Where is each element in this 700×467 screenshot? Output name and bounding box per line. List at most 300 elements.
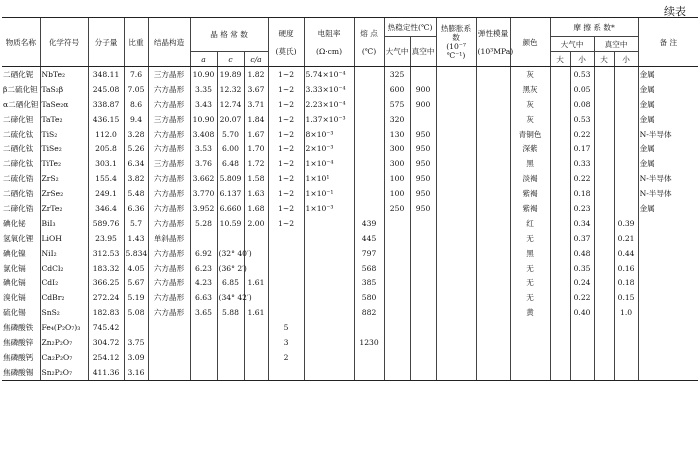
- cell-air: [384, 216, 410, 231]
- cell-a: 3.770: [190, 186, 217, 201]
- cell-ca: [244, 231, 268, 246]
- cell-col: 紫褐: [510, 201, 550, 216]
- cell-rem: [638, 275, 698, 290]
- cell-vac: [410, 246, 436, 261]
- cell-fas: [570, 335, 594, 350]
- cell-fas: [570, 320, 594, 335]
- cell-c: 6.48: [217, 156, 244, 171]
- cell-el: [476, 305, 510, 320]
- cell-cr: 六方晶形: [148, 261, 190, 276]
- cell-res: [304, 231, 354, 246]
- cell-rem: [638, 350, 698, 365]
- cell-name: 焦磷酸锡: [2, 365, 40, 380]
- cell-a: [190, 365, 217, 380]
- header-fr-vac-small: 小: [614, 52, 638, 67]
- cell-air: [384, 350, 410, 365]
- cell-air: [384, 290, 410, 305]
- cell-a: 10.90: [190, 112, 217, 127]
- cell-a: 6.23: [190, 261, 217, 276]
- cell-fvs: [614, 186, 638, 201]
- cell-fvb: [594, 97, 614, 112]
- header-fr-air-big: 大: [550, 52, 570, 67]
- cell-h: 1~2: [268, 97, 304, 112]
- cell-a: 3.662: [190, 171, 217, 186]
- header-mol-weight: 分子量: [88, 18, 124, 67]
- cell-fvs: 1.0: [614, 305, 638, 320]
- cell-ca: 3.67: [244, 82, 268, 97]
- cell-res: [304, 305, 354, 320]
- cell-sg: 4.05: [124, 261, 148, 276]
- cell-sg: 5.19: [124, 290, 148, 305]
- cell-h: 1~2: [268, 156, 304, 171]
- cell-res: 1×10⁻⁴: [304, 156, 354, 171]
- cell-ca: 1.63: [244, 186, 268, 201]
- cell-cr: 六方晶形: [148, 171, 190, 186]
- cell-vac: [410, 67, 436, 82]
- cell-mp: 385: [354, 275, 384, 290]
- cell-sg: 5.26: [124, 141, 148, 156]
- cell-c: 20.07: [217, 112, 244, 127]
- cell-h: 2: [268, 350, 304, 365]
- cell-air: 100: [384, 186, 410, 201]
- cell-formula: TiS₂: [40, 127, 88, 142]
- cell-mw: 182.83: [88, 305, 124, 320]
- cell-vac: 950: [410, 201, 436, 216]
- cell-el: [476, 67, 510, 82]
- cell-fvb: [594, 67, 614, 82]
- cell-fas: [570, 350, 594, 365]
- cell-mp: [354, 82, 384, 97]
- cell-formula: ZrS₂: [40, 171, 88, 186]
- cell-mp: [354, 365, 384, 380]
- cell-sg: 3.82: [124, 171, 148, 186]
- cell-vac: [410, 335, 436, 350]
- cell-mw: 348.11: [88, 67, 124, 82]
- table-row: [2, 141, 698, 156]
- cell-ca: 1.67: [244, 127, 268, 142]
- header-sg: 比重: [124, 18, 148, 67]
- cell-fvb: [594, 350, 614, 365]
- cell-rem: [638, 261, 698, 276]
- cell-rem: N-半导体: [638, 171, 698, 186]
- cell-fvs: [614, 141, 638, 156]
- header-fr-air-small: 小: [570, 52, 594, 67]
- cell-fvb: [594, 216, 614, 231]
- cell-el: [476, 320, 510, 335]
- cell-name: 二硒化钛: [3, 144, 34, 154]
- cell-cr: 六方晶形: [148, 82, 190, 97]
- cell-mp: 882: [354, 305, 384, 320]
- cell-fas: [570, 365, 594, 380]
- cell-col: 灰: [510, 67, 550, 82]
- cell-ca: 2.00: [244, 216, 268, 231]
- cell-fvs: [614, 156, 638, 171]
- cell-cr: 六方晶形: [148, 201, 190, 216]
- cell-fas: 0.33: [570, 156, 594, 171]
- cell-res: 1×10¹: [304, 171, 354, 186]
- table-row: [2, 127, 698, 142]
- cell-col: 灰: [510, 112, 550, 127]
- cell-mp: [354, 141, 384, 156]
- cell-cr: 三方晶形: [148, 156, 190, 171]
- cell-fab: [550, 275, 570, 290]
- cell-el: [476, 231, 510, 246]
- cell-fvb: [594, 127, 614, 142]
- cell-exp: [436, 365, 476, 380]
- cell-name: 二硫化钛: [3, 129, 34, 139]
- cell-air: 325: [384, 67, 410, 82]
- cell-mw: 249.1: [88, 186, 124, 201]
- cell-cr: 单斜晶形: [148, 231, 190, 246]
- cell-rem: [638, 216, 698, 231]
- cell-vac: [410, 290, 436, 305]
- cell-air: [384, 335, 410, 350]
- cell-formula: Ca₂P₂O₇: [40, 350, 88, 365]
- cell-exp: [436, 305, 476, 320]
- cell-fas: 0.22: [570, 127, 594, 142]
- cell-c: 5.70: [217, 127, 244, 142]
- cell-fvb: [594, 171, 614, 186]
- cell-formula: Fe₄(P₂O₇)₃: [40, 320, 88, 335]
- cell-h: [268, 261, 304, 276]
- cell-a: 6.63: [190, 290, 217, 305]
- cell-rem: [638, 305, 698, 320]
- cell-fas: 0.05: [570, 82, 594, 97]
- cell-el: [476, 97, 510, 112]
- cell-col: 无: [510, 231, 550, 246]
- cell-fab: [550, 171, 570, 186]
- cell-a: [190, 350, 217, 365]
- cell-mw: 183.32: [88, 261, 124, 276]
- cell-cr: 三方晶形: [148, 67, 190, 82]
- cell-rem: [638, 290, 698, 305]
- cell-fvb: [594, 112, 614, 127]
- cell-name: 碘化镉: [3, 278, 26, 288]
- cell-air: [384, 231, 410, 246]
- cell-c: 6.137: [217, 186, 244, 201]
- cell-name: 二硒化铌: [3, 69, 34, 79]
- cell-formula: Zn₂P₂O₇: [40, 335, 88, 350]
- cell-h: 1~2: [268, 171, 304, 186]
- cell-a: 10.90: [190, 67, 217, 82]
- cell-mp: [354, 186, 384, 201]
- cell-ca: [244, 320, 268, 335]
- cell-exp: [436, 290, 476, 305]
- cell-mw: 254.12: [88, 350, 124, 365]
- table-row: [2, 335, 698, 350]
- cell-fvb: [594, 231, 614, 246]
- cell-h: 1~2: [268, 186, 304, 201]
- cell-fas: 0.22: [570, 290, 594, 305]
- cell-cr: 六方晶形: [148, 246, 190, 261]
- cell-fab: [550, 365, 570, 380]
- cell-exp: [436, 320, 476, 335]
- cell-el: [476, 186, 510, 201]
- header-friction: 摩 擦 系 数*: [550, 18, 638, 37]
- header-hardness: 硬度 (莫氏): [268, 18, 304, 67]
- cell-fas: 0.08: [570, 97, 594, 112]
- cell-formula: Sn₂P₂O₇: [40, 365, 88, 380]
- cell-el: [476, 201, 510, 216]
- cell-fas: 0.37: [570, 231, 594, 246]
- cell-air: [384, 320, 410, 335]
- cell-name: 二硒化锆: [3, 189, 34, 199]
- cell-air: 320: [384, 112, 410, 127]
- cell-el: [476, 156, 510, 171]
- cell-fas: 0.35: [570, 261, 594, 276]
- cell-ca: 1.61: [244, 275, 268, 290]
- cell-exp: [436, 231, 476, 246]
- cell-rem: [638, 365, 698, 380]
- cell-a: 6.92: [190, 246, 217, 261]
- table-row: [2, 320, 698, 335]
- cell-exp: [436, 112, 476, 127]
- cell-mp: 439: [354, 216, 384, 231]
- cell-sg: 5.08: [124, 305, 148, 320]
- table-row: [2, 290, 698, 305]
- cell-name: 碘化铋: [3, 218, 26, 228]
- cell-vac: [410, 350, 436, 365]
- cell-col: 灰: [510, 97, 550, 112]
- cell-exp: [436, 275, 476, 290]
- cell-vac: [410, 231, 436, 246]
- cell-fab: [550, 320, 570, 335]
- cell-res: 1×10⁻¹: [304, 186, 354, 201]
- cell-h: [268, 275, 304, 290]
- cell-mp: 1230: [354, 335, 384, 350]
- cell-vac: [410, 112, 436, 127]
- cell-a: 3.76: [190, 156, 217, 171]
- cell-exp: [436, 67, 476, 82]
- cell-vac: 950: [410, 141, 436, 156]
- cell-fab: [550, 186, 570, 201]
- cell-cr: [148, 320, 190, 335]
- table-row: [2, 350, 698, 365]
- cell-ca: 1.61: [244, 305, 268, 320]
- cell-sg: 5.834: [124, 246, 148, 261]
- cell-h: 1~2: [268, 216, 304, 231]
- cell-col: 紫褐: [510, 186, 550, 201]
- cell-el: [476, 82, 510, 97]
- cell-h: 1~2: [268, 67, 304, 82]
- cell-fas: 0.34: [570, 216, 594, 231]
- cell-sg: 6.36: [124, 201, 148, 216]
- cell-mp: 445: [354, 231, 384, 246]
- cell-a: 3.952: [190, 201, 217, 216]
- cell-fas: 0.40: [570, 305, 594, 320]
- cell-name: 二硫化锆: [3, 174, 34, 184]
- cell-fab: [550, 246, 570, 261]
- cell-res: [304, 350, 354, 365]
- cell-h: [268, 305, 304, 320]
- cell-cr: 六方晶形: [148, 290, 190, 305]
- cell-fvs: 0.18: [614, 275, 638, 290]
- cell-mp: [354, 127, 384, 142]
- cell-el: [476, 246, 510, 261]
- cell-fvs: [614, 201, 638, 216]
- cell-exp: [436, 97, 476, 112]
- cell-fab: [550, 231, 570, 246]
- cell-fvb: [594, 275, 614, 290]
- cell-rem: 金属: [638, 201, 698, 216]
- cell-exp: [436, 141, 476, 156]
- cell-fvb: [594, 320, 614, 335]
- cell-formula: ZrTe₂: [40, 201, 88, 216]
- cell-mw: 366.25: [88, 275, 124, 290]
- cell-col: 黄: [510, 305, 550, 320]
- cell-col: 无: [510, 261, 550, 276]
- cell-fvs: [614, 350, 638, 365]
- header-lattice: 晶 格 常 数: [190, 18, 268, 52]
- cell-exp: [436, 350, 476, 365]
- header-resistivity: 电阻率 (Ω·cm): [304, 18, 354, 67]
- cell-el: [476, 275, 510, 290]
- table-row: [2, 305, 698, 320]
- cell-vac: [410, 305, 436, 320]
- cell-mp: [354, 112, 384, 127]
- cell-a: 3.65: [190, 305, 217, 320]
- cell-sg: 7.6: [124, 67, 148, 82]
- table-row: [2, 275, 698, 290]
- cell-c: (32° 40′): [217, 246, 244, 261]
- cell-fas: 0.48: [570, 246, 594, 261]
- cell-rem: 金属: [638, 97, 698, 112]
- header-elastic: 弹性模量 (10³MPa): [476, 18, 510, 67]
- cell-fvb: [594, 201, 614, 216]
- continued-label: 续表: [664, 5, 686, 18]
- cell-col: [510, 350, 550, 365]
- cell-c: 12.32: [217, 82, 244, 97]
- cell-formula: NbTe₂: [40, 67, 88, 82]
- cell-res: [304, 261, 354, 276]
- cell-col: [510, 365, 550, 380]
- cell-el: [476, 335, 510, 350]
- cell-c: 12.74: [217, 97, 244, 112]
- cell-air: [384, 246, 410, 261]
- cell-name: 二碲化钛: [3, 159, 34, 169]
- cell-sg: 9.4: [124, 112, 148, 127]
- cell-formula: TiTe₂: [40, 156, 88, 171]
- cell-cr: 六方晶形: [148, 141, 190, 156]
- cell-col: 黑灰: [510, 82, 550, 97]
- cell-fvs: [614, 365, 638, 380]
- cell-name: β二硫化钽: [3, 84, 38, 94]
- cell-col: [510, 335, 550, 350]
- header-thermal: 热稳定性(℃): [384, 18, 436, 37]
- cell-fas: 0.53: [570, 67, 594, 82]
- table-row: [2, 186, 698, 201]
- cell-formula: TiSe₂: [40, 141, 88, 156]
- cell-sg: 3.28: [124, 127, 148, 142]
- cell-ca: 1.70: [244, 141, 268, 156]
- table-row: [2, 261, 698, 276]
- cell-exp: [436, 156, 476, 171]
- cell-fas: 0.24: [570, 275, 594, 290]
- header-friction-vac: 真空中: [594, 37, 638, 52]
- cell-a: [190, 320, 217, 335]
- cell-name: 焦磷酸锌: [3, 337, 34, 347]
- cell-exp: [436, 186, 476, 201]
- cell-h: 1~2: [268, 201, 304, 216]
- cell-a: 5.28: [190, 216, 217, 231]
- cell-air: [384, 261, 410, 276]
- cell-h: 1~2: [268, 141, 304, 156]
- cell-h: [268, 290, 304, 305]
- cell-a: [190, 335, 217, 350]
- cell-res: 2×10⁻³: [304, 141, 354, 156]
- cell-name: α二硒化钽: [3, 99, 39, 109]
- cell-res: [304, 290, 354, 305]
- cell-fas: 0.17: [570, 141, 594, 156]
- cell-mp: [354, 156, 384, 171]
- cell-air: 130: [384, 127, 410, 142]
- header-expansion: 热膨胀系数 (10⁻⁷ ℃⁻¹): [436, 18, 476, 67]
- cell-a: 4.23: [190, 275, 217, 290]
- cell-el: [476, 141, 510, 156]
- cell-res: 5.74×10⁻⁴: [304, 67, 354, 82]
- cell-a: 3.43: [190, 97, 217, 112]
- cell-name: 氢氧化锂: [3, 233, 34, 243]
- cell-ca: 1.84: [244, 112, 268, 127]
- cell-ca: 1.72: [244, 156, 268, 171]
- cell-c: 10.59: [217, 216, 244, 231]
- cell-sg: 6.34: [124, 156, 148, 171]
- cell-rem: [638, 320, 698, 335]
- cell-res: [304, 275, 354, 290]
- cell-air: 600: [384, 82, 410, 97]
- cell-res: 1×10⁻³: [304, 201, 354, 216]
- cell-res: [304, 320, 354, 335]
- cell-h: [268, 246, 304, 261]
- cell-vac: [410, 216, 436, 231]
- cell-fvs: 0.44: [614, 246, 638, 261]
- cell-mw: 411.36: [88, 365, 124, 380]
- table-row: [2, 201, 698, 216]
- cell-el: [476, 171, 510, 186]
- cell-fvb: [594, 335, 614, 350]
- cell-el: [476, 365, 510, 380]
- cell-cr: [148, 350, 190, 365]
- cell-sg: 7.05: [124, 82, 148, 97]
- cell-cr: 三方晶形: [148, 112, 190, 127]
- cell-air: [384, 275, 410, 290]
- cell-fvb: [594, 186, 614, 201]
- cell-fab: [550, 156, 570, 171]
- cell-vac: [410, 320, 436, 335]
- cell-name: 二碲化锆: [3, 203, 34, 213]
- cell-a: 3.408: [190, 127, 217, 142]
- cell-exp: [436, 127, 476, 142]
- cell-c: 5.88: [217, 305, 244, 320]
- table-row: [2, 112, 698, 127]
- cell-sg: 5.7: [124, 216, 148, 231]
- cell-c: [217, 320, 244, 335]
- cell-mw: 155.4: [88, 171, 124, 186]
- cell-sg: 1.43: [124, 231, 148, 246]
- cell-mw: 346.4: [88, 201, 124, 216]
- cell-res: 8×10⁻³: [304, 127, 354, 142]
- cell-fab: [550, 335, 570, 350]
- cell-formula: ZrSe₂: [40, 186, 88, 201]
- cell-mw: 303.1: [88, 156, 124, 171]
- cell-fvs: [614, 335, 638, 350]
- cell-fvs: [614, 127, 638, 142]
- cell-c: (36° 2′): [217, 261, 244, 276]
- cell-fvs: [614, 171, 638, 186]
- cell-mp: 568: [354, 261, 384, 276]
- cell-sg: 5.67: [124, 275, 148, 290]
- cell-rem: N-半导体: [638, 127, 698, 142]
